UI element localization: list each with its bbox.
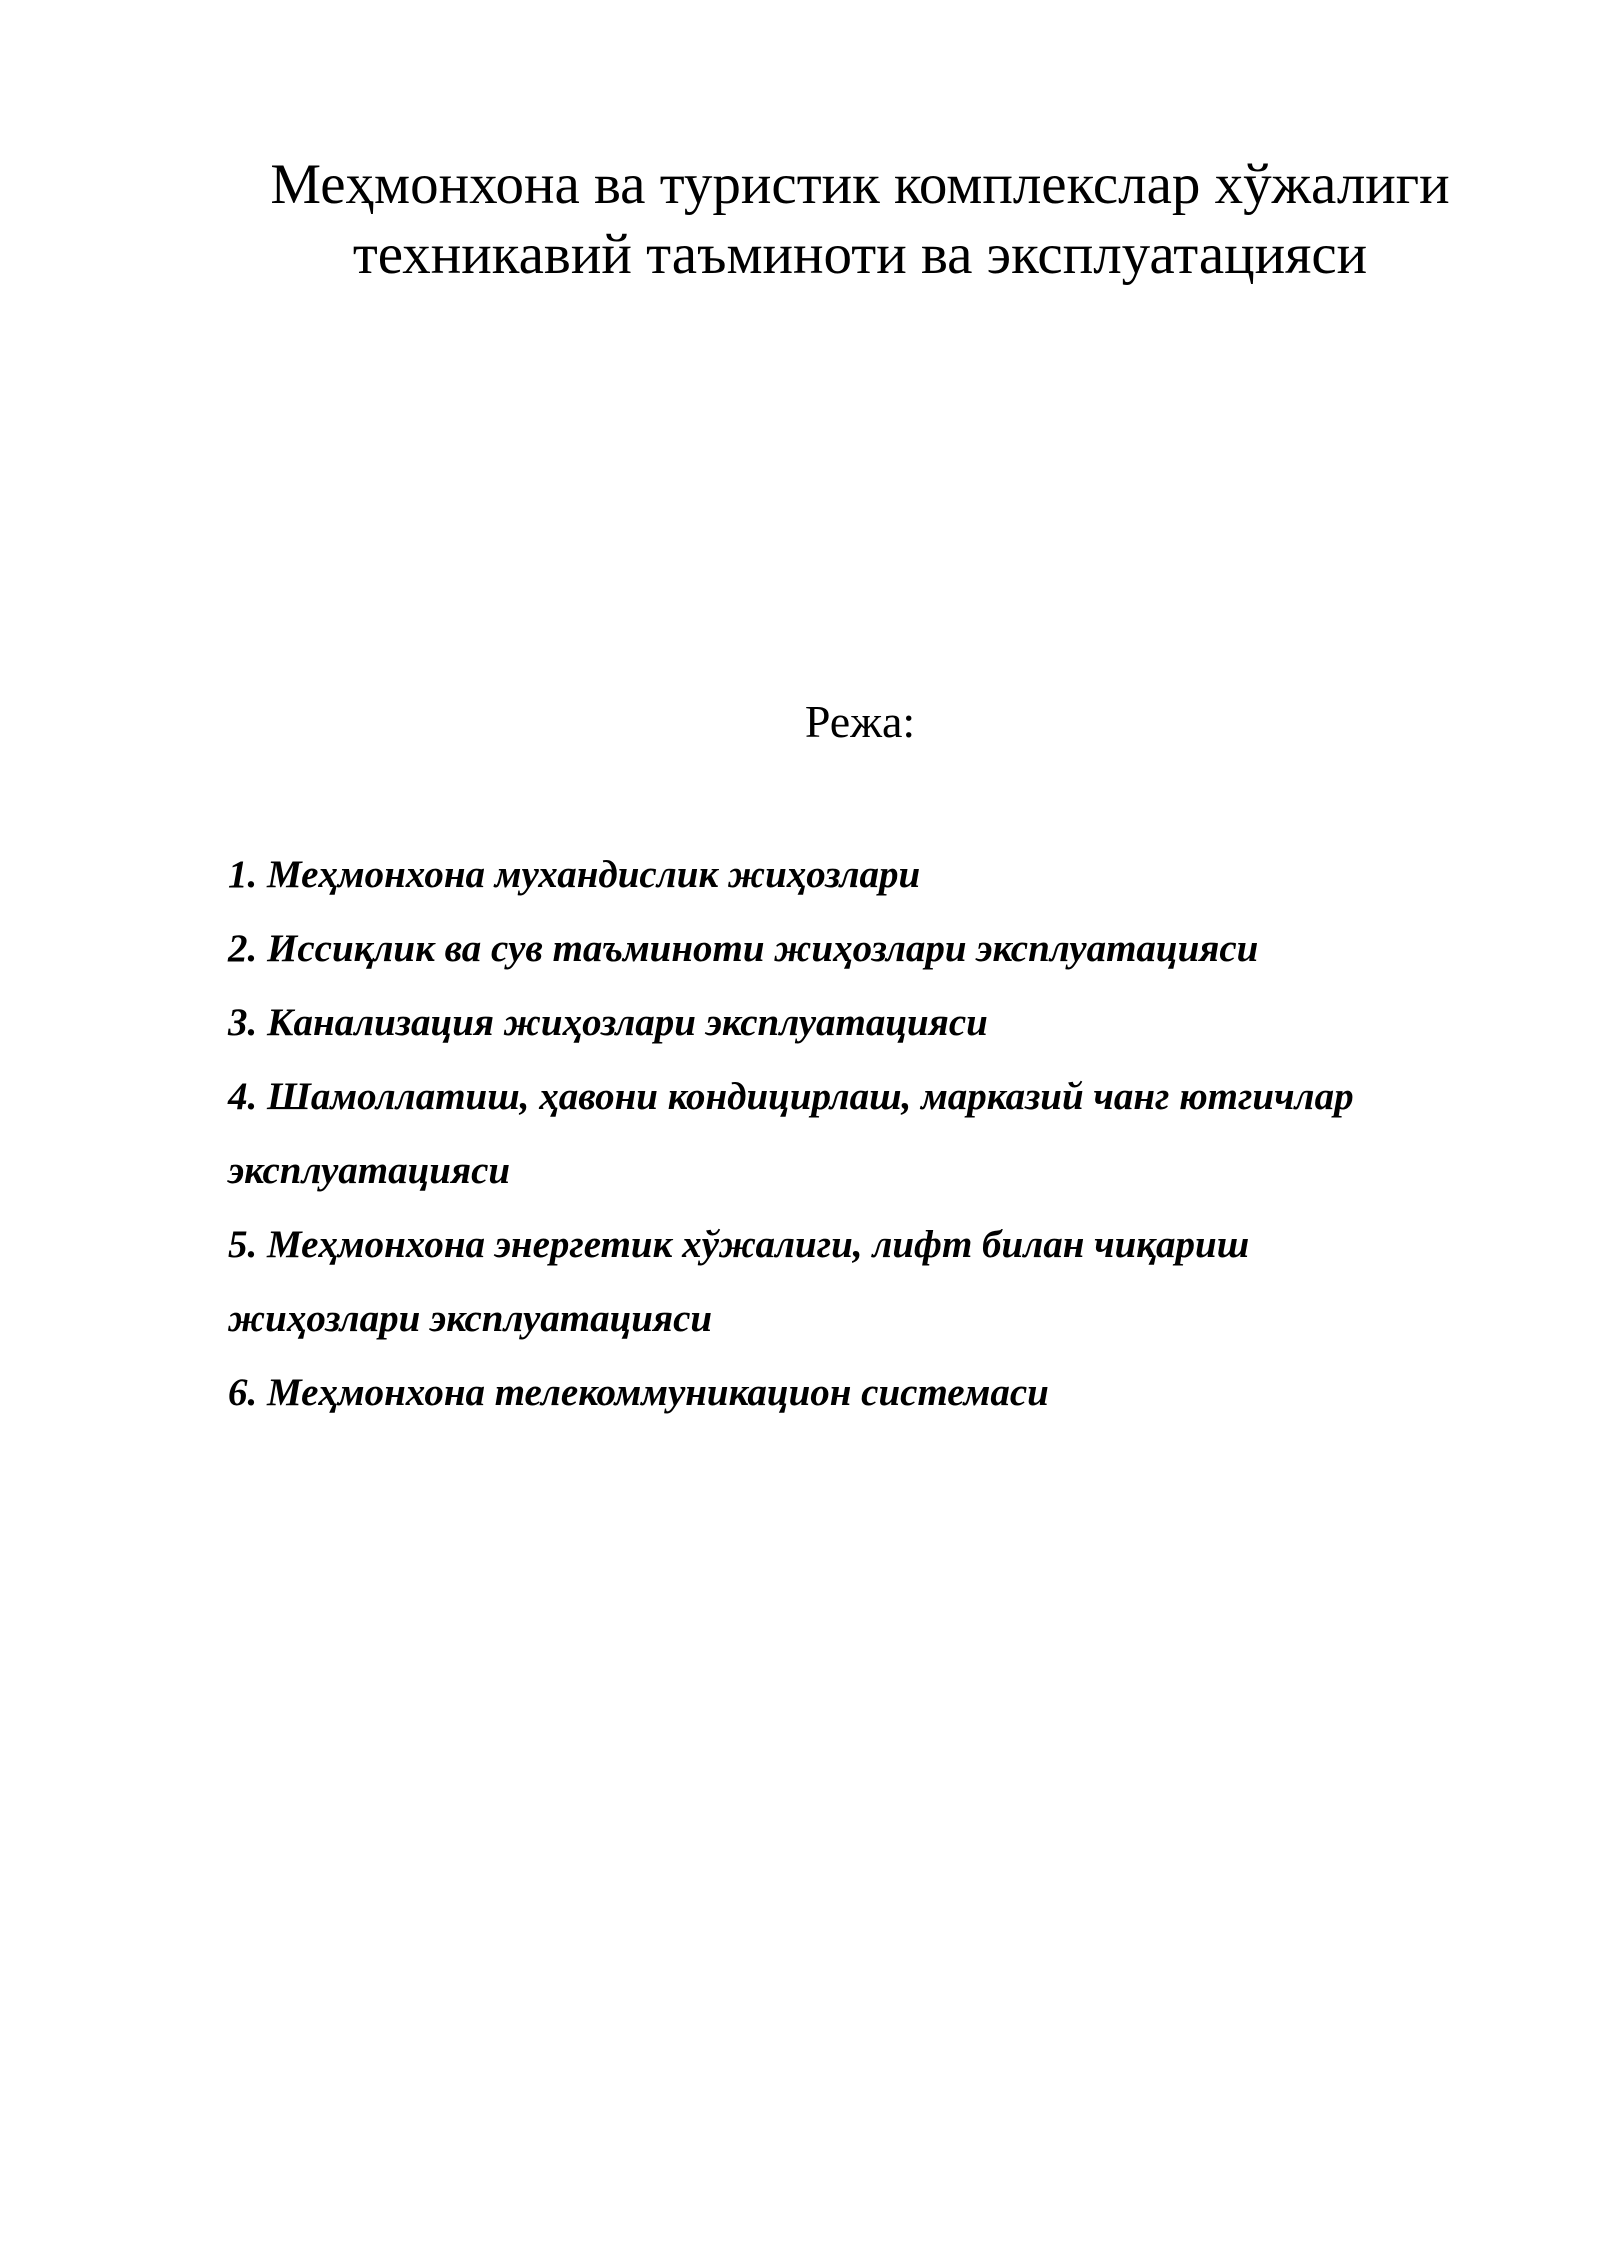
title-line: Меҳмонхона ва туристик комплекслар хўжалиги — [270, 153, 1450, 216]
plan-item-line: эксплуатацияси — [228, 1149, 511, 1192]
plan-item — [228, 986, 1528, 1060]
title-line: техникавий таъминоти ва эксплуатацияси — [352, 223, 1368, 286]
plan-item-line: 6. Меҳмонхона телекоммуникацион системаси — [228, 1371, 1049, 1414]
plan-item-line: 4. Шамоллатиш, ҳавони кондицирлаш, марказий чанг ютгичлар — [228, 1075, 1354, 1118]
plan-item-line: жиҳозлари эксплуатацияси — [228, 1297, 713, 1340]
plan-item — [228, 838, 1528, 912]
plan-item — [228, 912, 1528, 986]
plan-item-line: 5. Меҳмонхона энергетик хўжалиги, лифт билан чиқариш — [228, 1223, 1250, 1266]
plan-list — [228, 838, 1528, 1430]
plan-item-line: 3. Канализация жиҳозлари эксплуатацияси — [228, 1001, 988, 1044]
plan-heading: Режа: — [804, 696, 916, 747]
plan-item — [228, 1060, 1528, 1208]
plan-item-line: 2. Иссиқлик ва сув таъминоти жиҳозлари эксплуатацияси — [228, 927, 1259, 970]
plan-item-line: 1. Меҳмонхона мухандислик жиҳозлари — [228, 853, 921, 896]
plan-item — [228, 1356, 1528, 1430]
document-title — [200, 150, 1520, 290]
plan-item — [228, 1208, 1528, 1356]
